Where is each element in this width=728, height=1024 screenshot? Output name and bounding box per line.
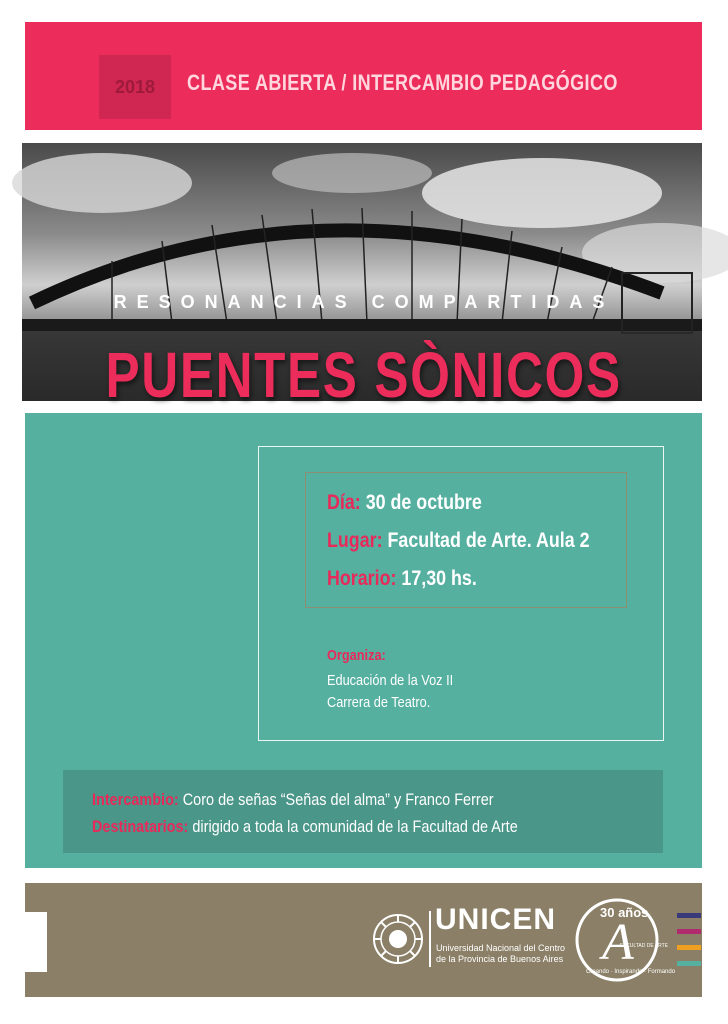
- day-row: [327, 491, 482, 515]
- color-stripe: [677, 961, 701, 966]
- header-title: CLASE ABIERTA / INTERCAMBIO PEDAGÓGICO: [187, 70, 618, 95]
- organizer-label: Organiza:: [327, 647, 386, 664]
- color-stripe: [677, 913, 701, 918]
- exchange-line: [92, 790, 494, 810]
- faculty-text: FACULTAD DE ARTE: [620, 943, 669, 949]
- place-label: Lugar:: [327, 529, 383, 552]
- motto-text: Creando · Inspirando · Formando: [586, 969, 676, 975]
- time-label: Horario:: [327, 567, 397, 590]
- color-stripe: [677, 929, 701, 934]
- time-row: [327, 567, 477, 591]
- exchange-value: Coro de señas “Señas del alma” y Franco Ferrer: [182, 790, 494, 809]
- unicen-subtitle: de la Provincia de Buenos Aires: [436, 954, 564, 964]
- day-value: 30 de octubre: [365, 491, 482, 514]
- unicen-seal-icon: [372, 913, 424, 965]
- year-badge: 2018: [99, 55, 171, 119]
- day-label: Día:: [327, 491, 361, 514]
- footer-band: [25, 883, 702, 997]
- info-bar: [63, 770, 663, 853]
- unicen-logo-text: UNICEN: [435, 903, 557, 936]
- organizer-line: Carrera de Teatro.: [327, 694, 431, 711]
- place-row: [327, 529, 590, 553]
- header-band: [25, 22, 702, 130]
- time-value: 17,30 hs.: [401, 567, 477, 590]
- audience-line: [92, 817, 518, 837]
- hero-kicker: RESONANCIAS COMPARTIDAS: [113, 292, 615, 312]
- organizer-line: Educación de la Voz II: [327, 672, 454, 689]
- faculty-letter-icon: A: [602, 914, 634, 971]
- faculty-anniversary-logo-icon: [572, 895, 676, 985]
- hero-title: [0, 338, 728, 412]
- event-details-panel: [25, 413, 702, 868]
- place-value: Facultad de Arte. Aula 2: [387, 529, 590, 552]
- audience-value: dirigido a toda la comunidad de la Facultad de Arte: [192, 817, 518, 836]
- unicen-subtitle: Universidad Nacional del Centro: [436, 943, 566, 953]
- color-stripe: [677, 945, 701, 950]
- footer-notch: [25, 912, 47, 972]
- anniversary-text: 30 años: [600, 905, 649, 920]
- hero-title-text: PUENTES SÒNICOS: [105, 339, 623, 411]
- exchange-label: Intercambio:: [92, 790, 179, 809]
- logo-divider: [429, 911, 431, 967]
- audience-label: Destinatarios:: [92, 817, 189, 836]
